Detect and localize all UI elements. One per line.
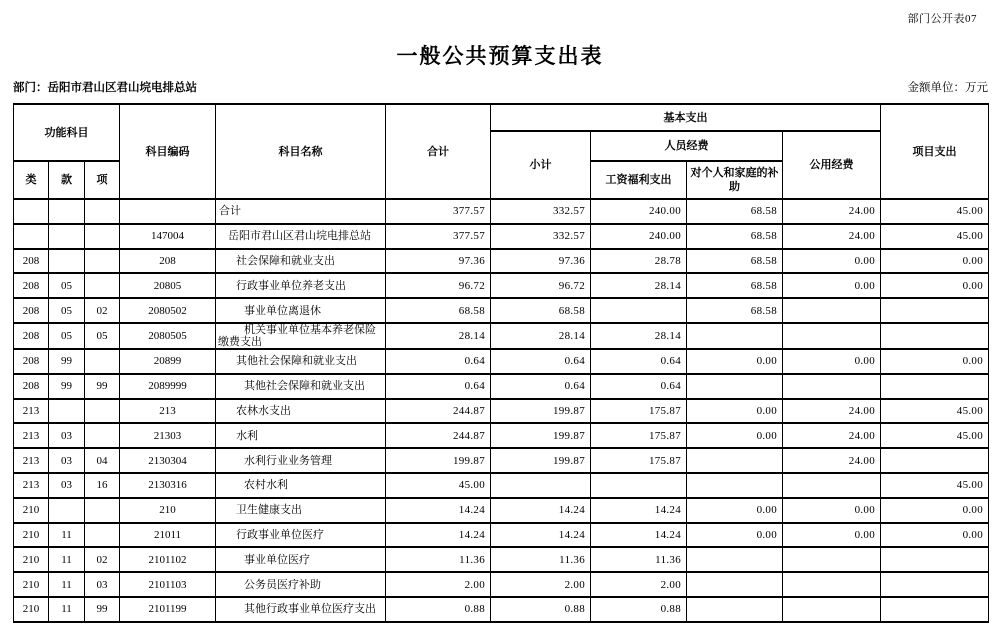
project-expense-cell: 0.00 xyxy=(881,273,989,298)
subject-code-cell: 21011 xyxy=(120,523,216,548)
wage-benefit-cell: 240.00 xyxy=(591,224,687,249)
total-cell: 68.58 xyxy=(386,298,491,323)
table-row xyxy=(14,323,989,349)
wage-benefit-cell: 2.00 xyxy=(591,572,687,597)
func-item-cell xyxy=(85,224,120,249)
public-expense-cell: 0.00 xyxy=(783,273,881,298)
public-expense-cell: 0.00 xyxy=(783,349,881,374)
public-expense-cell: 24.00 xyxy=(783,199,881,224)
func-section-cell: 11 xyxy=(49,547,85,572)
basic-subtotal-cell: 199.87 xyxy=(491,448,591,473)
table-row xyxy=(14,224,989,249)
func-section-cell: 11 xyxy=(49,572,85,597)
individual-family-cell xyxy=(687,547,783,572)
wage-benefit-cell: 175.87 xyxy=(591,423,687,448)
individual-family-cell: 0.00 xyxy=(687,399,783,424)
func-item-cell: 16 xyxy=(85,473,120,498)
basic-expense-header: 基本支出 xyxy=(491,104,881,131)
basic-subtotal-cell: 0.88 xyxy=(491,597,591,622)
basic-subtotal-cell: 199.87 xyxy=(491,423,591,448)
individual-family-cell: 0.00 xyxy=(687,498,783,523)
public-expense-cell xyxy=(783,547,881,572)
project-expense-cell: 0.00 xyxy=(881,498,989,523)
public-expense-cell xyxy=(783,597,881,622)
func-item-cell xyxy=(85,399,120,424)
individual-family-cell: 68.58 xyxy=(687,273,783,298)
wage-benefit-header: 工资福利支出 xyxy=(591,161,687,199)
project-expense-cell xyxy=(881,597,989,622)
public-expense-cell xyxy=(783,374,881,399)
total-cell: 14.24 xyxy=(386,498,491,523)
individual-family-cell xyxy=(687,448,783,473)
total-cell: 377.57 xyxy=(386,199,491,224)
subject-name-cell: 水利 xyxy=(216,423,386,448)
public-expense-cell: 24.00 xyxy=(783,423,881,448)
func-section-cell: 03 xyxy=(49,448,85,473)
func-section-cell: 99 xyxy=(49,349,85,374)
total-header: 合计 xyxy=(386,104,491,199)
func-class-cell: 213 xyxy=(14,423,49,448)
basic-subtotal-cell: 11.36 xyxy=(491,547,591,572)
wage-benefit-cell: 0.88 xyxy=(591,597,687,622)
func-section-cell: 11 xyxy=(49,523,85,548)
project-expense-cell xyxy=(881,374,989,399)
individual-family-cell xyxy=(687,597,783,622)
func-item-cell xyxy=(85,199,120,224)
public-expense-cell: 24.00 xyxy=(783,224,881,249)
project-expense-header: 项目支出 xyxy=(881,104,989,199)
subject-code-cell: 147004 xyxy=(120,224,216,249)
meta-row xyxy=(13,79,988,95)
basic-subtotal-cell: 332.57 xyxy=(491,224,591,249)
func-class-cell: 213 xyxy=(14,473,49,498)
func-section-cell: 05 xyxy=(49,273,85,298)
budget-table xyxy=(13,103,989,623)
total-cell: 2.00 xyxy=(386,572,491,597)
func-item-cell: 99 xyxy=(85,597,120,622)
subject-name-cell: 其他社会保障和就业支出 xyxy=(216,349,386,374)
func-section-cell xyxy=(49,498,85,523)
doc-number-label: 部门公开表07 xyxy=(907,13,977,25)
func-class-cell: 210 xyxy=(14,572,49,597)
table-row xyxy=(14,199,989,224)
func-item-cell: 03 xyxy=(85,572,120,597)
subject-code-cell: 2130316 xyxy=(120,473,216,498)
func-item-cell xyxy=(85,349,120,374)
total-cell: 377.57 xyxy=(386,224,491,249)
func-class-cell: 210 xyxy=(14,523,49,548)
total-cell: 11.36 xyxy=(386,547,491,572)
func-item-header: 项 xyxy=(85,161,120,199)
total-cell: 14.24 xyxy=(386,523,491,548)
table-row xyxy=(14,547,989,572)
subject-name-cell: 社会保障和就业支出 xyxy=(216,249,386,274)
subject-code-cell xyxy=(120,199,216,224)
func-class-cell: 210 xyxy=(14,547,49,572)
func-section-cell xyxy=(49,224,85,249)
total-cell: 45.00 xyxy=(386,473,491,498)
project-expense-cell: 45.00 xyxy=(881,473,989,498)
public-expense-cell: 0.00 xyxy=(783,498,881,523)
subject-name-cell: 行政事业单位医疗 xyxy=(216,523,386,548)
total-cell: 0.88 xyxy=(386,597,491,622)
table-row xyxy=(14,298,989,323)
project-expense-cell: 0.00 xyxy=(881,349,989,374)
basic-subtotal-cell: 199.87 xyxy=(491,399,591,424)
public-expense-cell xyxy=(783,572,881,597)
table-body xyxy=(14,199,989,622)
table-row xyxy=(14,448,989,473)
wage-benefit-cell: 175.87 xyxy=(591,448,687,473)
func-item-cell: 05 xyxy=(85,323,120,349)
func-section-cell xyxy=(49,399,85,424)
project-expense-cell xyxy=(881,547,989,572)
func-class-cell: 208 xyxy=(14,323,49,349)
department-label: 部门：岳阳市君山区君山垸电排总站 xyxy=(13,82,197,94)
table-row xyxy=(14,498,989,523)
func-class-cell: 210 xyxy=(14,597,49,622)
subject-name-cell: 事业单位离退休 xyxy=(216,298,386,323)
func-class-cell: 208 xyxy=(14,298,49,323)
func-item-cell xyxy=(85,498,120,523)
individual-family-header: 对个人和家庭的补助 xyxy=(687,161,783,199)
subject-name-cell: 水利行业业务管理 xyxy=(216,448,386,473)
table-row xyxy=(14,349,989,374)
individual-family-cell: 68.58 xyxy=(687,298,783,323)
total-cell: 199.87 xyxy=(386,448,491,473)
wage-benefit-cell xyxy=(591,473,687,498)
public-expense-cell: 24.00 xyxy=(783,448,881,473)
subject-code-cell: 2130304 xyxy=(120,448,216,473)
func-item-cell xyxy=(85,423,120,448)
project-expense-cell xyxy=(881,298,989,323)
subject-name-cell: 其他行政事业单位医疗支出 xyxy=(216,597,386,622)
func-class-cell: 213 xyxy=(14,399,49,424)
public-expense-header: 公用经费 xyxy=(783,131,881,199)
total-cell: 96.72 xyxy=(386,273,491,298)
func-class-header: 类 xyxy=(14,161,49,199)
subtotal-header: 小计 xyxy=(491,131,591,199)
project-expense-cell xyxy=(881,572,989,597)
func-item-cell: 02 xyxy=(85,298,120,323)
func-section-cell: 03 xyxy=(49,423,85,448)
func-item-cell xyxy=(85,249,120,274)
wage-benefit-cell: 11.36 xyxy=(591,547,687,572)
table-row xyxy=(14,473,989,498)
wage-benefit-cell: 0.64 xyxy=(591,349,687,374)
func-section-cell xyxy=(49,249,85,274)
subject-name-cell: 机关事业单位基本养老保险缴费支出 xyxy=(216,323,386,349)
func-item-cell: 02 xyxy=(85,547,120,572)
total-cell: 0.64 xyxy=(386,349,491,374)
subject-name-cell: 公务员医疗补助 xyxy=(216,572,386,597)
func-item-cell: 99 xyxy=(85,374,120,399)
func-section-cell: 03 xyxy=(49,473,85,498)
wage-benefit-cell: 28.78 xyxy=(591,249,687,274)
wage-benefit-cell: 0.64 xyxy=(591,374,687,399)
table-row xyxy=(14,399,989,424)
individual-family-cell: 68.58 xyxy=(687,249,783,274)
individual-family-cell xyxy=(687,374,783,399)
wage-benefit-cell: 28.14 xyxy=(591,273,687,298)
table-row xyxy=(14,273,989,298)
personnel-expense-header: 人员经费 xyxy=(591,131,783,161)
subject-code-cell: 20805 xyxy=(120,273,216,298)
table-row xyxy=(14,249,989,274)
subject-name-cell: 合计 xyxy=(216,199,386,224)
subject-code-cell: 210 xyxy=(120,498,216,523)
total-cell: 0.64 xyxy=(386,374,491,399)
func-item-cell xyxy=(85,273,120,298)
table-header xyxy=(14,104,989,199)
subject-code-cell: 2080505 xyxy=(120,323,216,349)
subject-name-cell: 岳阳市君山区君山垸电排总站 xyxy=(216,224,386,249)
individual-family-cell xyxy=(687,473,783,498)
table-row xyxy=(14,374,989,399)
individual-family-cell xyxy=(687,572,783,597)
basic-subtotal-cell: 2.00 xyxy=(491,572,591,597)
wage-benefit-cell xyxy=(591,298,687,323)
subject-name-header: 科目名称 xyxy=(216,104,386,199)
wage-benefit-cell: 175.87 xyxy=(591,399,687,424)
basic-subtotal-cell: 0.64 xyxy=(491,374,591,399)
func-section-cell: 05 xyxy=(49,323,85,349)
subject-code-cell: 2080502 xyxy=(120,298,216,323)
wage-benefit-cell: 28.14 xyxy=(591,323,687,349)
wage-benefit-cell: 14.24 xyxy=(591,498,687,523)
individual-family-cell: 0.00 xyxy=(687,423,783,448)
func-group-header: 功能科目 xyxy=(14,104,120,161)
basic-subtotal-cell: 68.58 xyxy=(491,298,591,323)
func-section-header: 款 xyxy=(49,161,85,199)
individual-family-cell: 68.58 xyxy=(687,224,783,249)
basic-subtotal-cell: 97.36 xyxy=(491,249,591,274)
public-expense-cell xyxy=(783,298,881,323)
project-expense-cell xyxy=(881,448,989,473)
amount-unit-label: 金额单位：万元 xyxy=(907,82,988,94)
basic-subtotal-cell: 14.24 xyxy=(491,523,591,548)
subject-name-cell: 卫生健康支出 xyxy=(216,498,386,523)
public-expense-cell xyxy=(783,323,881,349)
func-class-cell: 208 xyxy=(14,273,49,298)
individual-family-cell: 0.00 xyxy=(687,523,783,548)
project-expense-cell: 45.00 xyxy=(881,199,989,224)
individual-family-cell: 0.00 xyxy=(687,349,783,374)
project-expense-cell: 0.00 xyxy=(881,523,989,548)
basic-subtotal-cell: 96.72 xyxy=(491,273,591,298)
subject-code-cell: 2101199 xyxy=(120,597,216,622)
basic-subtotal-cell xyxy=(491,473,591,498)
project-expense-cell: 45.00 xyxy=(881,423,989,448)
subject-code-cell: 213 xyxy=(120,399,216,424)
func-class-cell: 208 xyxy=(14,374,49,399)
subject-code-cell: 2101103 xyxy=(120,572,216,597)
subject-code-cell: 2101102 xyxy=(120,547,216,572)
basic-subtotal-cell: 332.57 xyxy=(491,199,591,224)
func-class-cell: 208 xyxy=(14,249,49,274)
total-cell: 28.14 xyxy=(386,323,491,349)
func-section-cell: 05 xyxy=(49,298,85,323)
func-class-cell xyxy=(14,224,49,249)
func-section-cell: 99 xyxy=(49,374,85,399)
basic-subtotal-cell: 0.64 xyxy=(491,349,591,374)
subject-code-cell: 208 xyxy=(120,249,216,274)
func-class-cell: 213 xyxy=(14,448,49,473)
subject-code-header: 科目编码 xyxy=(120,104,216,199)
table-row xyxy=(14,523,989,548)
total-cell: 97.36 xyxy=(386,249,491,274)
wage-benefit-cell: 240.00 xyxy=(591,199,687,224)
project-expense-cell: 0.00 xyxy=(881,249,989,274)
total-cell: 244.87 xyxy=(386,423,491,448)
table-row xyxy=(14,597,989,622)
basic-subtotal-cell: 14.24 xyxy=(491,498,591,523)
basic-subtotal-cell: 28.14 xyxy=(491,323,591,349)
wage-benefit-cell: 14.24 xyxy=(591,523,687,548)
public-expense-cell: 0.00 xyxy=(783,249,881,274)
table-row xyxy=(14,423,989,448)
func-item-cell: 04 xyxy=(85,448,120,473)
func-section-cell: 11 xyxy=(49,597,85,622)
total-cell: 244.87 xyxy=(386,399,491,424)
public-expense-cell: 0.00 xyxy=(783,523,881,548)
public-expense-cell xyxy=(783,473,881,498)
subject-name-cell: 事业单位医疗 xyxy=(216,547,386,572)
subject-code-cell: 21303 xyxy=(120,423,216,448)
func-section-cell xyxy=(49,199,85,224)
func-class-cell: 208 xyxy=(14,349,49,374)
project-expense-cell: 45.00 xyxy=(881,224,989,249)
subject-code-cell: 2089999 xyxy=(120,374,216,399)
func-item-cell xyxy=(85,523,120,548)
individual-family-cell xyxy=(687,323,783,349)
project-expense-cell xyxy=(881,323,989,349)
subject-name-cell: 行政事业单位养老支出 xyxy=(216,273,386,298)
page-title: 一般公共预算支出表 xyxy=(396,45,604,68)
subject-code-cell: 20899 xyxy=(120,349,216,374)
subject-name-cell: 其他社会保障和就业支出 xyxy=(216,374,386,399)
project-expense-cell: 45.00 xyxy=(881,399,989,424)
func-class-cell: 210 xyxy=(14,498,49,523)
subject-name-cell: 农村水利 xyxy=(216,473,386,498)
table-row xyxy=(14,572,989,597)
subject-name-cell: 农林水支出 xyxy=(216,399,386,424)
individual-family-cell: 68.58 xyxy=(687,199,783,224)
func-class-cell xyxy=(14,199,49,224)
public-expense-cell: 24.00 xyxy=(783,399,881,424)
